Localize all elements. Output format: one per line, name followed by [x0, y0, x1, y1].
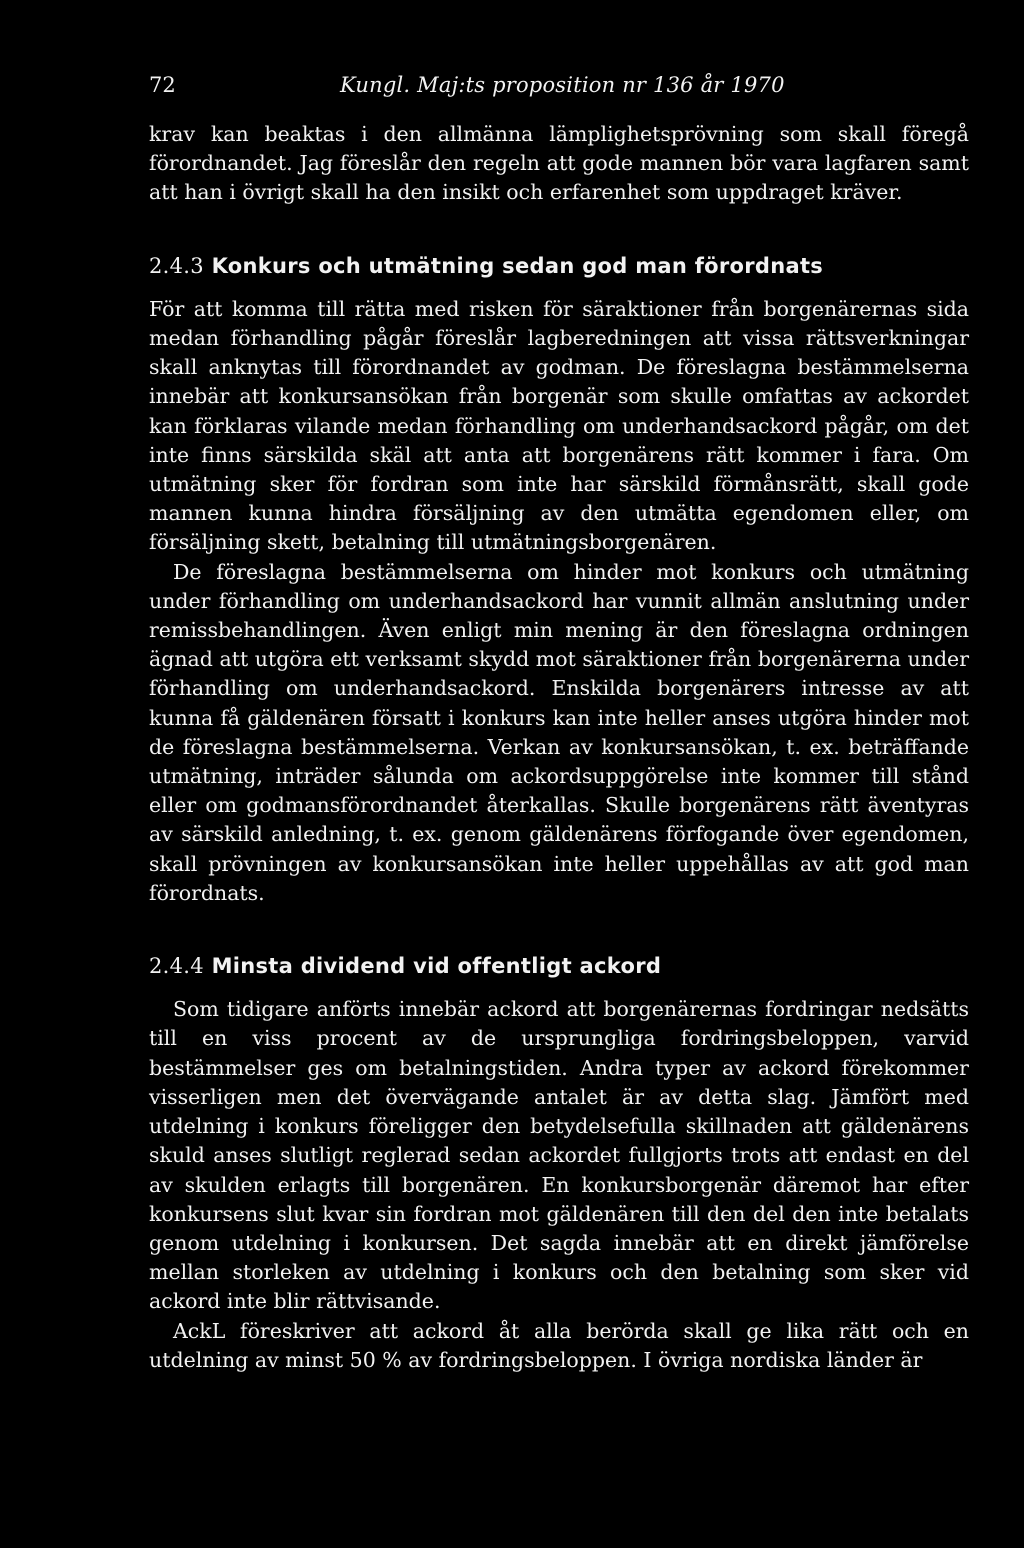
body-paragraph: Som tidigare anförts innebär ackord att borgenärernas fordringar nedsätts till en viss procent av de ursprungliga fordringsbeloppen, varvid bestämmelser ges om betalningstiden. Andra typer av ackord förekommer visserligen men det övervägande antalet är av detta slag. Jämfört med utdelning i konkurs föreligger den betydelsefulla skillnaden att gäldenärens skuld anses slutligt reglerad sedan ackordet fullgjorts trots att endast en del av skulden erlagts till borgenären. En konkursborgenär däremot har efter konkursens slut kvar sin fordran mot gäldenären till den del den inte betalats genom utdelning i konkursen. Det sagda innebär att en direkt jämförelse mellan storleken av utdelning i konkurs och den betalning som sker vid ackord inte blir rättvisande.: [149, 997, 969, 1314]
section-number: 2.4.4: [149, 954, 204, 979]
running-header: [149, 64, 969, 106]
section-heading-2-4-4: [149, 952, 969, 981]
publication-title: Kungl. Maj:ts proposition nr 136 år 1970: [340, 73, 785, 97]
spacer: [149, 106, 969, 120]
section-title: Minsta dividend vid offentligt ackord: [211, 954, 662, 979]
spacer: [149, 208, 969, 252]
section-number: 2.4.3: [149, 253, 204, 278]
page-number: 72: [149, 73, 176, 97]
body-paragraph: AckL föreskriver att ackord åt alla berörda skall ge lika rätt och en utdelning av minst 50 % av fordringsbeloppen. I övriga nordiska länder är: [149, 1318, 969, 1372]
intro-paragraph: krav kan beaktas i den allmänna lämplighetsprövning som skall föregå förordnandet. Jag föreslår den regeln att gode mannen bör vara lagfaren samt att han i övrigt skall ha den insikt och erfarenhet som uppdraget kräver.: [149, 122, 969, 205]
body-paragraph: För att komma till rätta med risken för säraktioner från borgenärernas sida medan förhandling pågår föreslår lagberedningen att vissa rättsverkningar skall anknytas till förordnandet av godman. De föreslagna bestämmelserna innebär att konkursansökan från borgenär som skulle omfattas av ackordet kan förklaras vilande medan förhandling om underhandsackord pågår, om det inte finns särskilda skäl att anta att borgenärens rätt kommer i fara. Om utmätning sker för fordran som inte har särskild förmånsrätt, skall gode mannen kunna hindra försäljning av den utmätta egendomen eller, om försäljning skett, betalning till utmätningsborgenären.: [149, 296, 969, 555]
body-paragraph: De föreslagna bestämmelserna om hinder mot konkurs och utmätning under förhandling om underhandsackord har vunnit allmän anslutning under remissbehandlingen. Även enligt min mening är den föreslagna ordningen ägnad att utgöra ett verksamt skydd mot säraktioner från borgenärerna under förhandling om underhandsackord. Enskilda borgenärers intresse av att kunna få gäldenären försatt i konkurs kan inte heller anses utgöra hinder mot de föreslagna bestämmelserna. Verkan av konkursansökan, t. ex. beträffande utmätning, inträder sålunda om ackordsuppgörelse inte kommer till stånd eller om godmansförordnandet återkallas. Skulle borgenärens rätt äventyras av särskild anledning, t. ex. genom gäldenärens förfogande över egendomen, skall prövningen av konkursansökan inte heller uppehållas av att god man förordnats.: [149, 559, 969, 905]
section-heading-2-4-3: [149, 252, 969, 281]
spacer: [149, 908, 969, 952]
document-page: [149, 64, 969, 1375]
section-title: Konkurs och utmätning sedan god man förordnats: [211, 253, 824, 278]
